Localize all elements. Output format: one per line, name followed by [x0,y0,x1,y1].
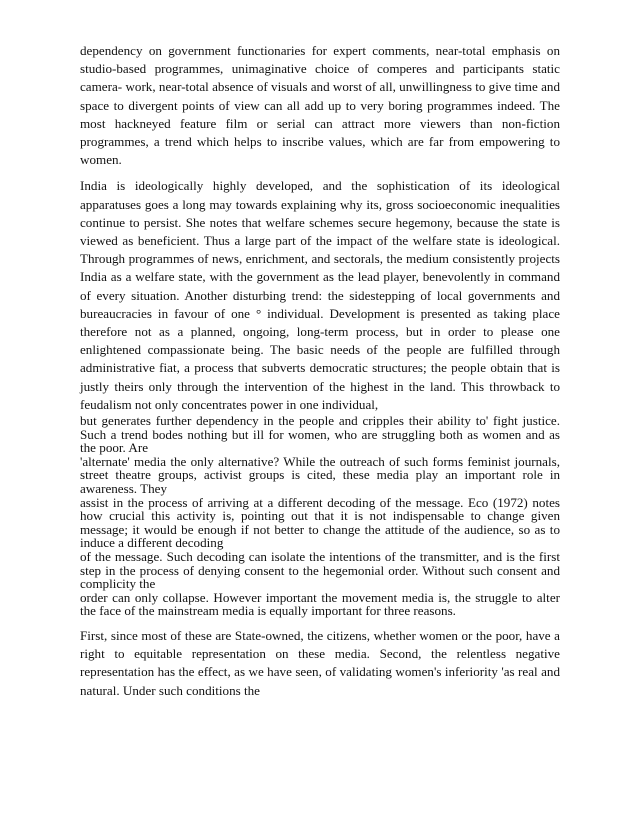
text-block-decoding: assist in the process of arriving at a different decoding of the message. Eco (1972) notes how crucial this activity is, pointing out that it is not indispensable to change given message; it would be enough if not better to change the attitude of the audience, so as to induce a different decoding [80,494,560,551]
text-block-mainstream-media: order can only collapse. However important the movement media is, the struggle to alter the face of the mainstream media is equally important for three reasons. [80,589,560,619]
document-page [80,42,560,708]
text-block-dependency: but generates further dependency in the people and cripples their ability to' fight justice. Such a trend bodes nothing but ill for women, who are struggling both as women and as the poor. Are [80,413,560,456]
paragraph-ideology: India is ideologically highly developed, and the sophistication of its ideological apparatuses goes a long may towards explaining why its, gross socioeconomic inequalities continue to persist. She notes that welfare schemes secure hegemony, because the state is viewed as beneficient. Thus a large part of the impact of the welfare state is ideological. Through programmes of news, enrichment, and sectorals, the medium consistently projects India as a welfare state, with the government as the lead player, benevolently in command of every situation. Another disturbing trend: the sidestepping of local governments and bureaucracies in favour of one ° individual. Development is presented as taking place therefore not as a planned, ongoing, long-term process, but in order to please one enlightened compassionate being. The basic needs of the people are fulfilled through administrative fiat, a process that subverts democratic structures; the people obtain that is justly theirs only through the intervention of the highest in the land. This throwback to feudalism not only concentrates power in one individual, [80,178,560,412]
text-block-consent: of the message. Such decoding can isolate the intentions of the transmitter, and is the first step in the process of denying consent to the hegemonial order. Without such consent and complicity the [80,549,560,592]
paragraph-programme-critique: dependency on government functionaries for expert comments, near-total emphasis on studio-based programmes, unimaginative choice of comperes and participants static camera- work, near-total absence of visuals and worst of all, unwillingness to give time and space to divergent points of view can all add up to very boring programmes indeed. The most hackneyed feature film or serial can attract more viewers than non-fiction programmes, a trend which helps to inscribe values, which are far from empowering to women. [80,43,560,168]
paragraph-spacer [80,618,560,627]
paragraph-three-reasons: First, since most of these are State-owned, the citizens, whether women or the poor, have a right to equitable representation on these media. Second, the relentless negative representation has the effect, as we have seen, of validating women's inferiority 'as real and natural. Under such conditions the [80,627,560,698]
text-block-alternate-media: 'alternate' media the only alternative? While the outreach of such forms feminist journals, street theatre groups, activist groups is cited, these media play an important role in awareness. They [80,453,560,497]
